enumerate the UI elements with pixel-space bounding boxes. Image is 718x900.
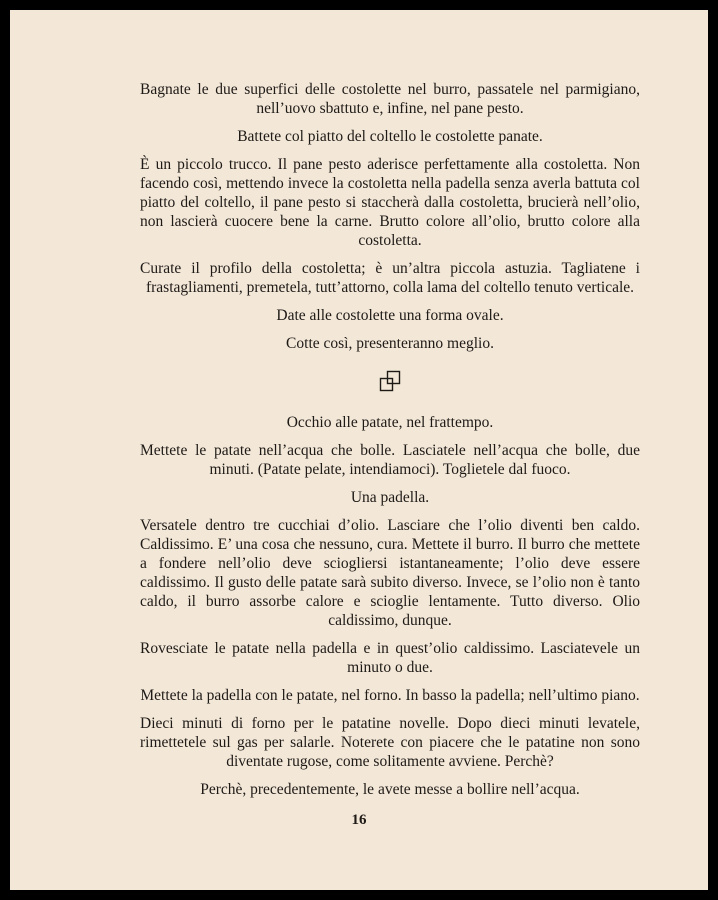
paragraph-top-1: Bagnate le due superfici delle costolette nel burro, passatele nel parmigiano, nell’uovo sbattuto e, infine, nel pane pesto. [140, 81, 640, 117]
paragraph-bottom-5: Rovesciate le patate nella padella e in quest’olio caldissimo. Lasciatevele un minuto o due. [140, 640, 640, 676]
paragraph-bottom-8: Perchè, precedentemente, le avete messe a bollire nell’acqua. [200, 781, 580, 798]
paragraph-top-2: Battete col piatto del coltello le costolette panate. [237, 128, 543, 145]
book-page [10, 10, 708, 890]
paragraph-bottom-6: Mettete la padella con le patate, nel forno. In basso la padella; nell’ultimo piano. [140, 687, 640, 704]
page-body [140, 80, 640, 808]
paragraph-bottom-3: Una padella. [350, 489, 430, 506]
paragraph-bottom-4: Versatele dentro tre cucchiai d’olio. Lasciare che l’olio diventi ben caldo. Caldissimo. E’ una cosa che nessuno, cura. Mettete il burro. Il burro che mettete a fondere nell’olio deve sciogliersi istantaneamente; l’olio deve essere caldissimo. Il gusto delle patate sarà subito diverso. Invece, se l’olio non è tanto caldo, il burro assorbe calore e scioglie lentamente. Tutto diverso. Olio caldissimo, dunque. [140, 517, 640, 629]
ornament-divider-icon [378, 369, 402, 393]
paragraph-top-5: Date alle costolette una forma ovale. [276, 307, 504, 324]
paragraph-bottom-2: Mettete le patate nell’acqua che bolle. Lasciatele nell’acqua che bolle, due minuti. (Patate pelate, intendiamoci). Toglietele dal fuoco. [140, 442, 640, 478]
paragraph-top-3: È un piccolo trucco. Il pane pesto aderisce perfettamente alla costoletta. Non facendo così, mettendo invece la costoletta nella padella senza averla battuta col piatto del coltello, il pane pesto si staccherà dalla costoletta, brucierà nell’olio, non lascierà cuocere bene la carne. Brutto colore all’olio, brutto colore alla costoletta. [140, 156, 640, 249]
paragraph-bottom-1: Occhio alle patate, nel frattempo. [286, 414, 494, 431]
paragraph-bottom-7: Dieci minuti di forno per le patatine novelle. Dopo dieci minuti levatele, rimettetele sul gas per salarle. Noterete con piacere che le patatine non sono diventate rugose, come solitamente avviene. Perchè? [140, 715, 640, 770]
paragraph-top-4: Curate il profilo della costoletta; è un’altra piccola astuzia. Tagliatene i frastagliamenti, premetela, tutt’attorno, colla lama del coltello tenuto verticale. [140, 260, 640, 296]
page-number: 16 [351, 812, 367, 828]
paragraph-top-6: Cotte così, presenteranno meglio. [286, 335, 494, 352]
